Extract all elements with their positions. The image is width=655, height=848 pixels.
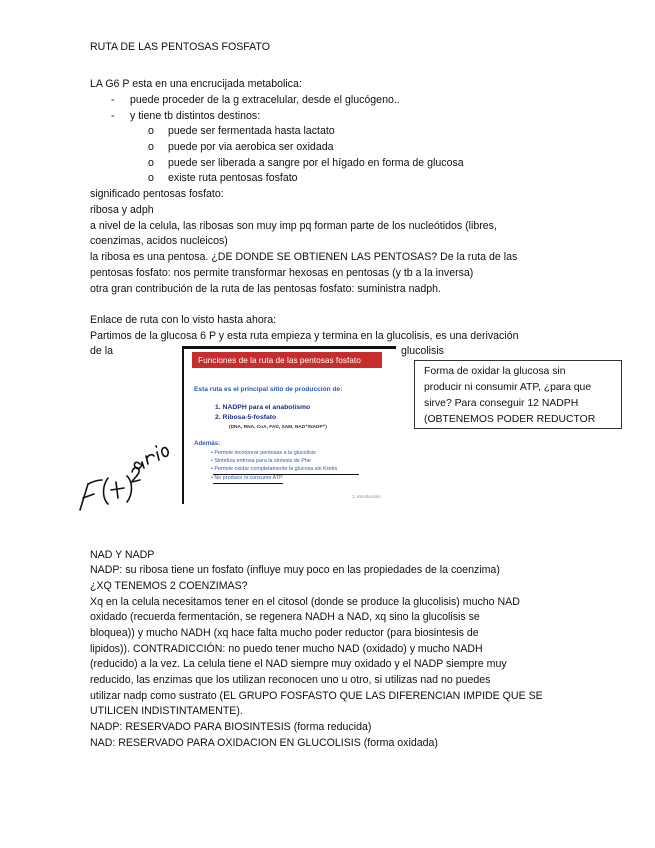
dash-item: y tiene tb distintos destinos:	[130, 110, 261, 122]
slide-item-2: 2. Ribosa-5-fosfato	[215, 414, 277, 421]
sub-item: existe ruta pentosas fosfato	[168, 172, 298, 184]
slide-border-top	[182, 346, 396, 349]
nad-line: Xq en la celula necesitamos tener en el citosol (donde se produce la glucolisis) mucho NAD	[90, 596, 520, 608]
slide-main-text: Esta ruta es el principal sitio de producción de:	[194, 386, 343, 393]
handwritten-underline	[213, 474, 359, 475]
circle-bullet: o	[148, 172, 154, 184]
nad-line: reducido, las enzimas que los utilizan reconocen uno u otro, si utilizas nad no puedes	[90, 674, 491, 686]
nad-heading: NAD Y NADP	[90, 549, 155, 561]
enlace-line: Enlace de ruta con lo visto hasta ahora:	[90, 314, 277, 326]
paragraph-line: la ribosa es una pentosa. ¿DE DONDE SE OBTIENEN LAS PENTOSAS? De la ruta de las	[90, 251, 518, 263]
note-line: sirve? Para conseguir 12 NADPH	[424, 398, 579, 409]
slide-footer: 1. Introducción	[352, 494, 381, 499]
nad-line: NAD: RESERVADO PARA OXIDACION EN GLUCOLISIS (forma oxidada)	[90, 737, 438, 749]
nad-line: bloquea)) y mucho NADH (xq hace falta mucho poder reductor (para biosintesis de	[90, 627, 479, 639]
circle-bullet: o	[148, 125, 154, 137]
sub-item: puede ser liberada a sangre por el hígado en forma de glucosa	[168, 157, 464, 169]
page-title: RUTA DE LAS PENTOSAS FOSFATO	[90, 41, 270, 53]
note-line: (OBTENEMOS PODER REDUCTOR	[424, 414, 596, 425]
paragraph-line: ribosa y adph	[90, 204, 154, 216]
dash-item: puede proceder de la g extracelular, desde el glucógeno..	[130, 94, 400, 106]
paragraph-line: coenzimas, acidos nucleicos)	[90, 235, 228, 247]
partimos-line-end: glucolisis	[401, 345, 444, 357]
nad-line: ¿XQ TENEMOS 2 COENZIMAS?	[90, 580, 248, 592]
nad-line: UTILICEN INDISTINTAMENTE).	[90, 705, 243, 717]
paragraph-line: significado pentosas fosfato:	[90, 188, 224, 200]
nad-line: lipidos)). CONTRADICCIÓN: no puedo tener mucho NAD (oxidado) y mucho NADH	[90, 643, 483, 655]
partimos-line: Partimos de la glucosa 6 P y esta ruta empieza y termina en la glucolisis, es una derivación	[90, 330, 519, 342]
note-line: producir ni consumir ATP, ¿para que	[424, 382, 592, 393]
nad-line: oxidado (recuerda fermentación, se regenera NADH a NAD, xq sino la glucolisis se	[90, 611, 480, 623]
note-line: Forma de oxidar la glucosa sin	[424, 366, 566, 377]
sub-item: puede por via aerobica ser oxidada	[168, 141, 334, 153]
slide-bullet: • Permite oxidar completamente la glucosa sin Krebs	[211, 466, 338, 472]
nad-line: NADP: su ribosa tiene un fosfato (influye muy poco en las propiedades de la coenzima)	[90, 564, 500, 576]
circle-bullet: o	[148, 141, 154, 153]
handwriting-annotation	[70, 432, 190, 512]
paragraph-line: pentosas fosfato: nos permite transformar hexosas en pentosas (y tb a la inversa)	[90, 267, 474, 279]
slide-bullet: • No produce ni consume ATP	[211, 475, 283, 481]
slide-item-1: 1. NADPH para el anabolismo	[215, 404, 311, 411]
slide-cofactors: (DNA, RNA, CoA, FAD, SAM, NAD⁺/NADP⁺)	[229, 425, 327, 430]
slide-bullet: • Sintetiza eritrosa para la síntesis de Phe	[211, 458, 311, 464]
paragraph-line: a nivel de la celula, las ribosas son muy imp pq forman parte de los nucleótidos (libres,	[90, 220, 497, 232]
handwritten-underline	[213, 483, 283, 484]
sub-item: puede ser fermentada hasta lactato	[168, 125, 335, 137]
partimos-line-start: de la	[90, 345, 113, 357]
dash-bullet: -	[111, 94, 115, 106]
nad-line: NADP: RESERVADO PARA BIOSINTESIS (forma reducida)	[90, 721, 372, 733]
nad-line: (reducido) a la vez. La celula tiene el NAD siempre muy oxidado y el NADP siempre muy	[90, 658, 507, 670]
note-box	[414, 360, 622, 429]
slide-header: Funciones de la ruta de las pentosas fosfato	[192, 352, 382, 368]
circle-bullet: o	[148, 157, 154, 169]
dash-bullet: -	[111, 110, 115, 122]
paragraph-line: otra gran contribución de la ruta de las pentosas fosfato: suministra nadph.	[90, 283, 441, 295]
intro-line: LA G6 P esta en una encrucijada metabolica:	[90, 78, 302, 90]
slide-bullet: • Permite incorporar pentosas a la glucolisis	[211, 450, 316, 456]
slide-ademas: Además:	[194, 440, 221, 447]
nad-line: utilizar nadp como sustrato (EL GRUPO FOSFASTO QUE LAS DIFERENCIAN IMPIDE QUE SE	[90, 690, 543, 702]
